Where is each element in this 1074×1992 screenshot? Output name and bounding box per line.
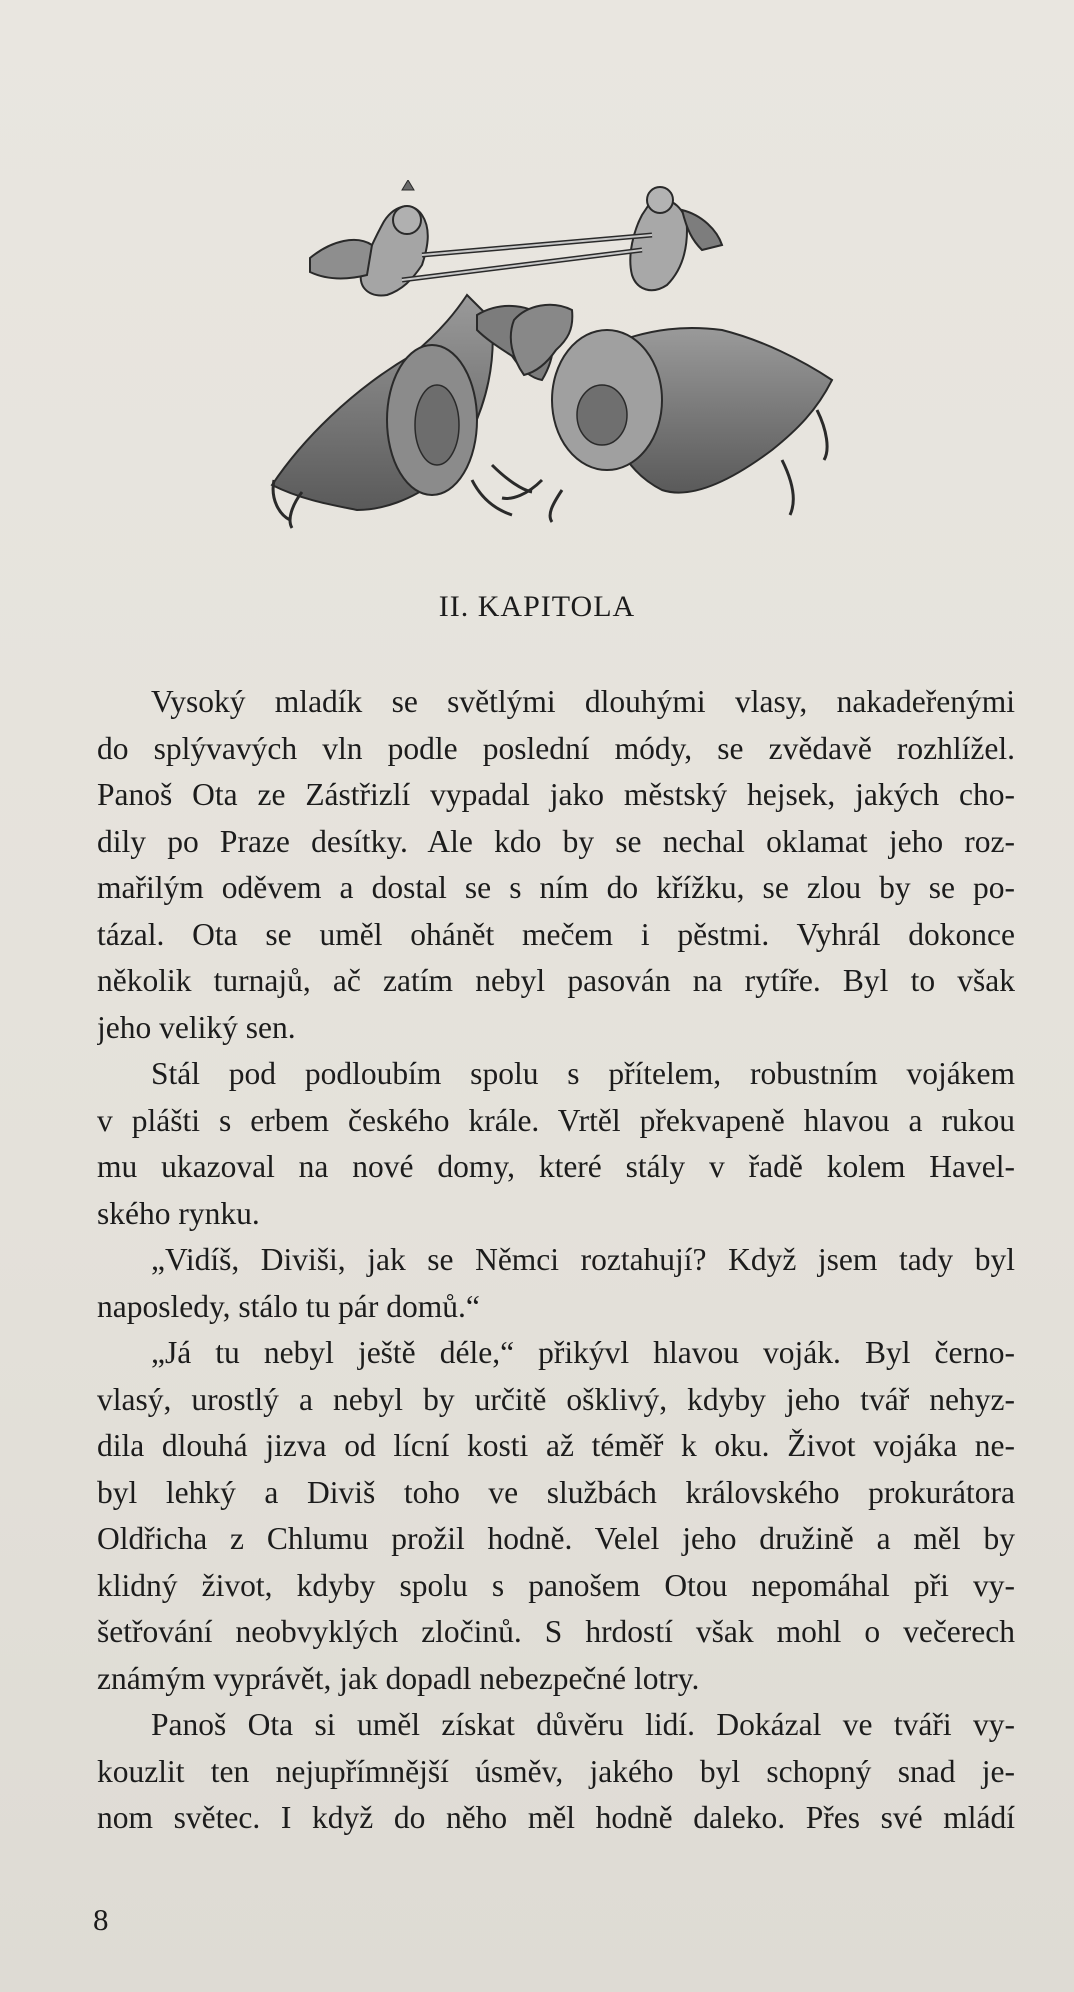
text-line: naposledy, stálo tu pár domů.“ [97, 1288, 480, 1324]
text-line: „Já tu nebyl ještě déle,“ přikývl hlavou voják. Byl černo- [151, 1335, 1015, 1370]
text-line: nom světec. I když do něho měl hodně daleko. Přes své mládí [97, 1800, 1015, 1835]
text-line: Stál pod podloubím spolu s přítelem, robustním vojákem [151, 1056, 1015, 1091]
text-line: jeho veliký sen. [97, 1009, 296, 1045]
text-line: několik turnajů, ač zatím nebyl pasován na rytíře. Byl to však [97, 963, 1015, 998]
text-line: do splývavých vln podle poslední módy, se zvědavě rozhlížel. [97, 730, 1015, 766]
text-line: „Vidíš, Diviši, jak se Němci roztahují? Když jsem tady byl [151, 1242, 1015, 1277]
text-line: v plášti s erbem českého krále. Vrtěl překvapeně hlavou a rukou [97, 1102, 1015, 1138]
text-line: šetřování neobvyklých zločinů. S hrdostí však mohl o večerech [97, 1614, 1015, 1649]
text-line: dily po Praze desítky. Ale kdo by se nechal oklamat jeho roz- [97, 823, 1015, 859]
text-line: dila dlouhá jizva od lícní kosti až téměř k oku. Život vojáka ne- [97, 1428, 1015, 1463]
text-line: známým vyprávět, jak dopadl nebezpečné lotry. [97, 1660, 700, 1696]
chapter-title: II. KAPITOLA [438, 590, 636, 623]
text-line: tázal. Ota se uměl ohánět mečem i pěstmi. Vyhrál dokonce [97, 916, 1015, 952]
text-line: Panoš Ota ze Zástřizlí vypadal jako městský hejsek, jakých cho- [97, 777, 1015, 812]
text-line: Vysoký mladík se světlými dlouhými vlasy, nakadeřenými [151, 684, 1015, 719]
text-line: klidný život, kdyby spolu s panošem Otou nepomáhal při vy- [97, 1567, 1015, 1603]
jousting-knights-illustration [262, 180, 842, 530]
page-number: 8 [93, 1902, 109, 1937]
text-line: mařilým oděvem a dostal se s ním do křížku, se zlou by se po- [97, 870, 1015, 905]
text-line: mu ukazoval na nové domy, které stály v řadě kolem Havel- [97, 1149, 1015, 1184]
text-line: Panoš Ota si uměl získat důvěru lidí. Dokázal ve tváři vy- [151, 1707, 1015, 1742]
text-line: byl lehký a Diviš toho ve službách královského prokurátora [97, 1474, 1015, 1510]
chapter-body-text [97, 679, 1015, 1842]
text-line: kouzlit ten nejupřímnější úsměv, jakého byl schopný snad je- [97, 1753, 1015, 1789]
text-line: vlasý, urostlý a nebyl by určitě ošklivý, kdyby jeho tvář nehyz- [97, 1381, 1015, 1417]
text-line: Oldřicha z Chlumu prožil hodně. Velel jeho družině a měl by [97, 1521, 1015, 1556]
text-line: ského rynku. [97, 1195, 260, 1231]
